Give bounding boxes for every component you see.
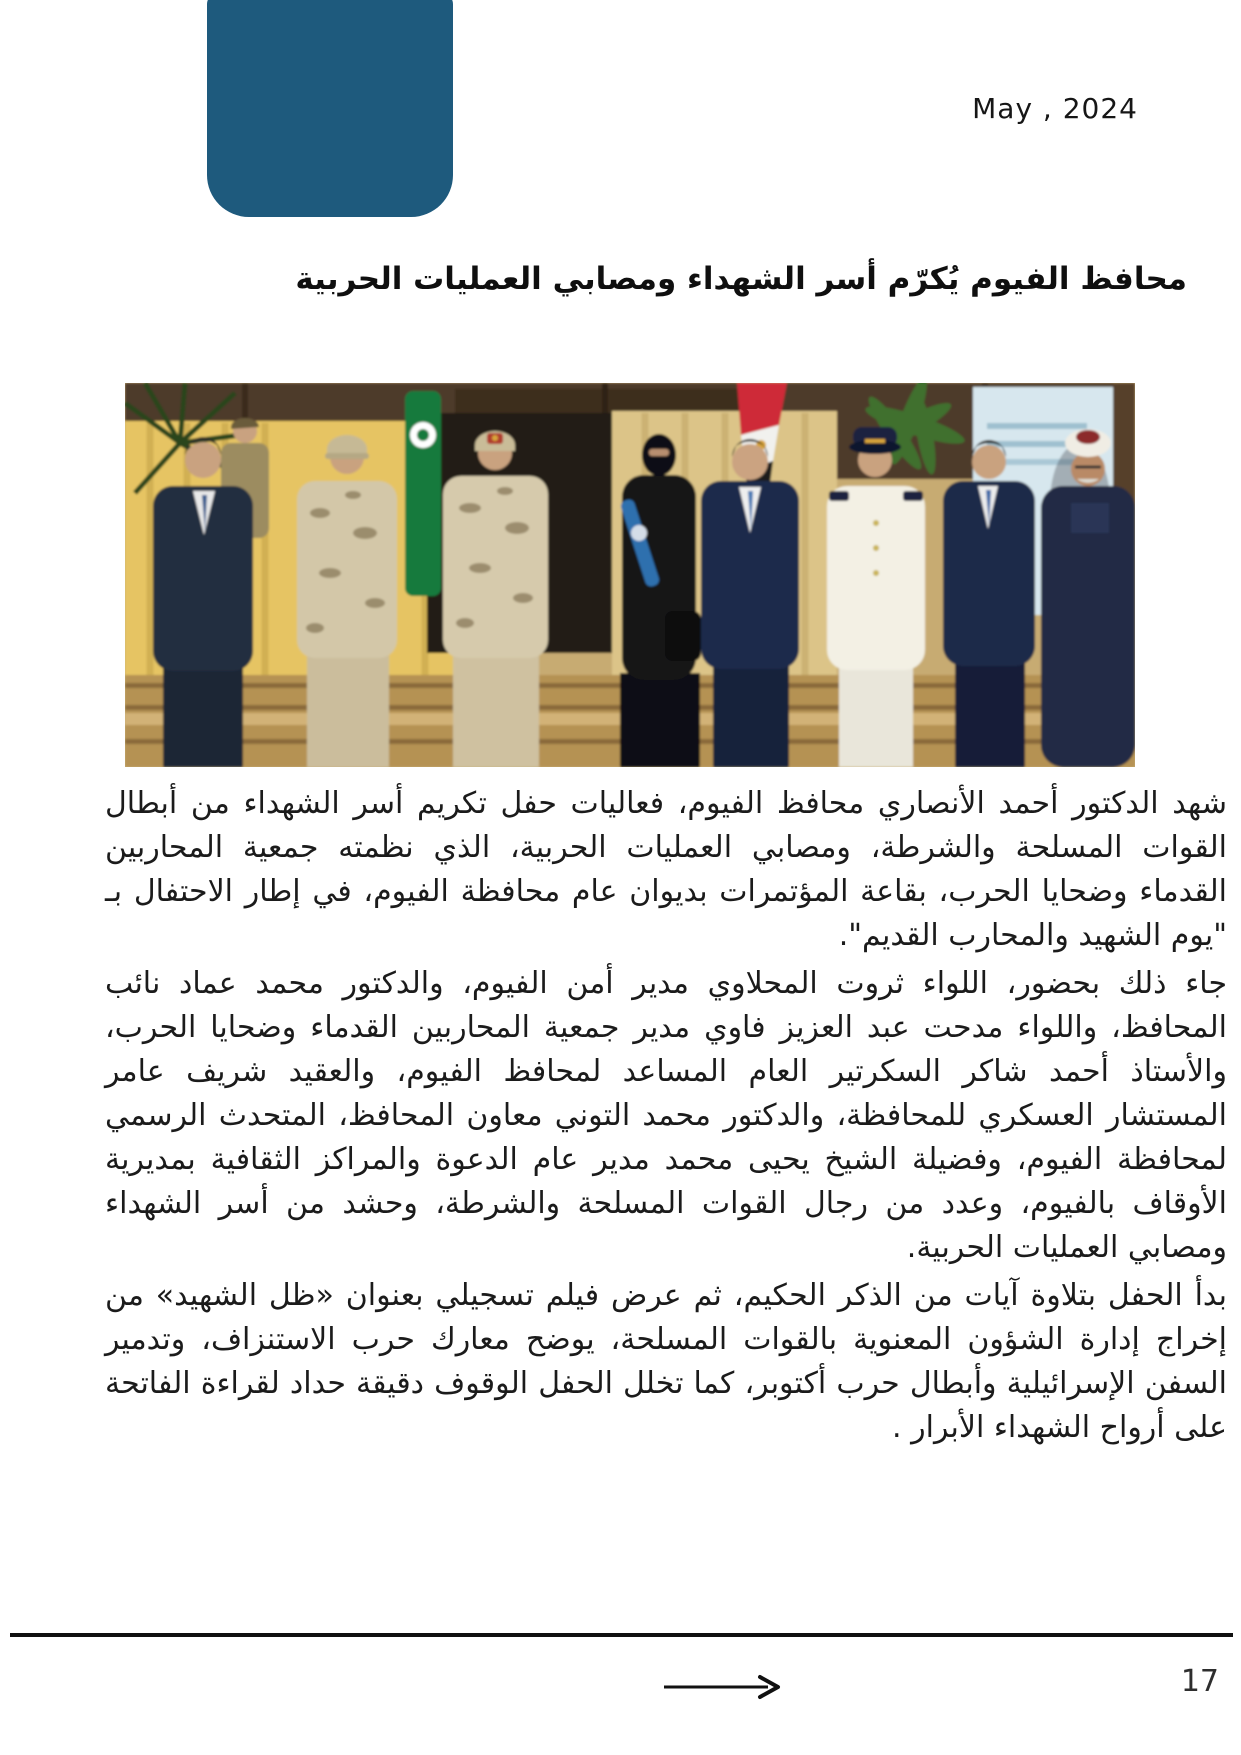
paragraph-1: شهد الدكتور أحمد الأنصاري محافظ الفيوم، فعاليات حفل تكريم أسر الشهداء من أبطال القوات المسلحة والشرطة، ومصابي العمليات الحربية، الذي نظمته جمعية المحاربين القدماء وضحايا الحرب، بقاعة المؤتمرات بديوان عام محافظة الفيوم، في إطار الاحتفال بـ "يوم الشهيد والمحارب القديم". xyxy=(105,786,1227,953)
article-body xyxy=(105,782,1227,1454)
footer-divider xyxy=(10,1633,1233,1637)
paragraph-2: جاء ذلك بحضور، اللواء ثروت المحلاوي مدير أمن الفيوم، والدكتور محمد عماد نائب المحافظ، واللواء مدحت عبد العزيز فاوي مدير جمعية المحاربين القدماء وضحايا الحرب، والأستاذ أحمد شاكر السكرتير العام المساعد لمحافظ الفيوم، والعقيد شريف عامر المستشار العسكري للمحافظة، والدكتور محمد التوني معاون المحافظ، المتحدث الرسمي لمحافظة الفيوم، وفضيلة الشيخ يحيى محمد مدير عام الدعوة والمراكز الثقافية بمديرية الأوقاف بالفيوم، وعدد من رجال القوات المسلحة والشرطة، وحشد من أسر الشهداء ومصابي العمليات الحربية. xyxy=(105,966,1227,1265)
corner-accent-shape xyxy=(207,0,453,217)
article-headline: محافظ الفيوم يُكرّم أسر الشهداء ومصابي العمليات الحربية xyxy=(295,261,1187,297)
person-governor xyxy=(701,439,799,767)
group-photo-illustration xyxy=(125,383,1135,767)
page-number: 17 xyxy=(1180,1664,1219,1699)
green-flag xyxy=(405,391,441,596)
person-suit-right xyxy=(943,440,1035,767)
paragraph-3: بدأ الحفل بتلاوة آيات من الذكر الحكيم، ثم عرض فيلم تسجيلي بعنوان «ظل الشهيد» من إخراج إدارة الشؤون المعنوية بالقوات المسلحة، يوضح معارك حرب الاستنزاف، وتدمير السفن الإسرائيلية وأبطال حرب أكتوبر، كما تخلل الحفل الوقوف دقيقة حداد لقراءة الفاتحة على أرواح الشهداء الأبرار . xyxy=(105,1278,1227,1445)
article-photo xyxy=(125,383,1135,767)
next-page-arrow-icon xyxy=(660,1674,792,1700)
person-camo-officer-2 xyxy=(443,431,548,767)
issue-date: May , 2024 xyxy=(972,92,1138,125)
person-niqab-woman xyxy=(619,434,701,767)
person-camo-officer-1 xyxy=(297,435,397,767)
